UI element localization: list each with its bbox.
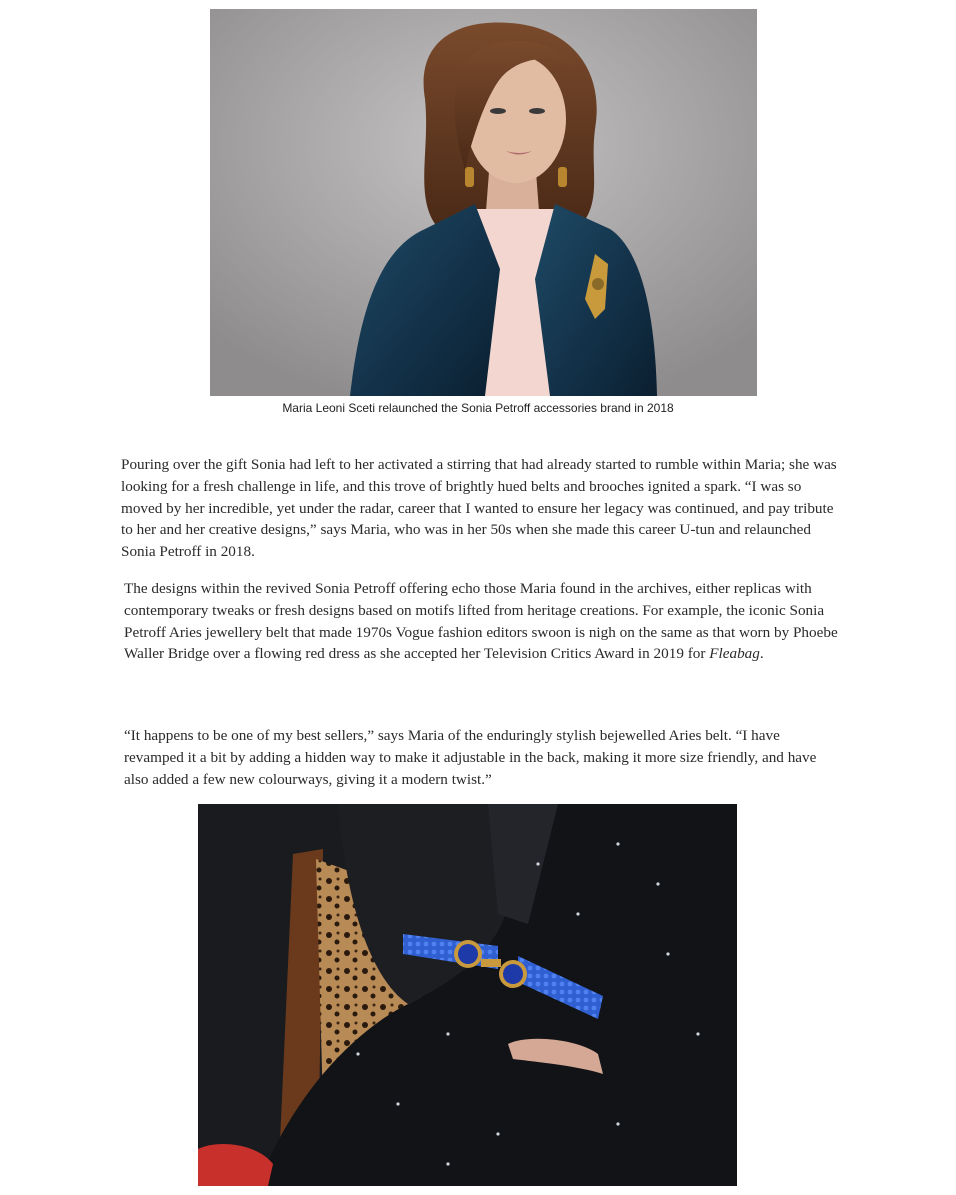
article-paragraph-3: “It happens to be one of my best sellers,” says Maria of the enduringly stylish bejewelled Aries belt. “I have revamped it a bit by adding a hidden way to make it adjustable in the back, making it more size friendly, and have also added a few new colourways, giving it a modern twist.” <box>124 727 817 788</box>
article-paragraph-2-text: The designs within the revived Sonia Petroff offering echo those Maria found in the archives, either replicas with contemporary tweaks or fresh designs based on motifs lifted from heritage creations. For example, the iconic Sonia Petroff Aries jewellery belt that made 1970s Vogue fashion editors swoon is nigh on the same as that worn by Phoebe Waller Bridge over a flowing red dress as she accepted her Television Critics Award in 2019 for <box>124 580 838 663</box>
portrait-caption: Maria Leoni Sceti relaunched the Sonia Petroff accessories brand in 2018 <box>282 401 674 415</box>
article-paragraph-1: Pouring over the gift Sonia had left to her activated a stirring that had already started to rumble within Maria; she was looking for a fresh challenge in life, and this trove of brightly hued belts and brooches ignited a spark. “I was so moved by her incredible, yet under the radar, career that I wanted to ensure her legacy was continued, and pay tribute to her and her creative designs,” says Maria, who was in her 50s when she made this career U-tun and relaunched Sonia Petroff in 2018. <box>121 456 837 561</box>
article-paragraph-2-end: . <box>759 645 764 663</box>
portrait-photo <box>210 9 757 396</box>
portrait-illustration <box>210 9 757 396</box>
belt-illustration <box>198 804 737 1186</box>
article-paragraph-2 <box>124 578 842 665</box>
fleabag-title: Fleabag <box>709 645 760 663</box>
belt-photo <box>198 804 737 1186</box>
